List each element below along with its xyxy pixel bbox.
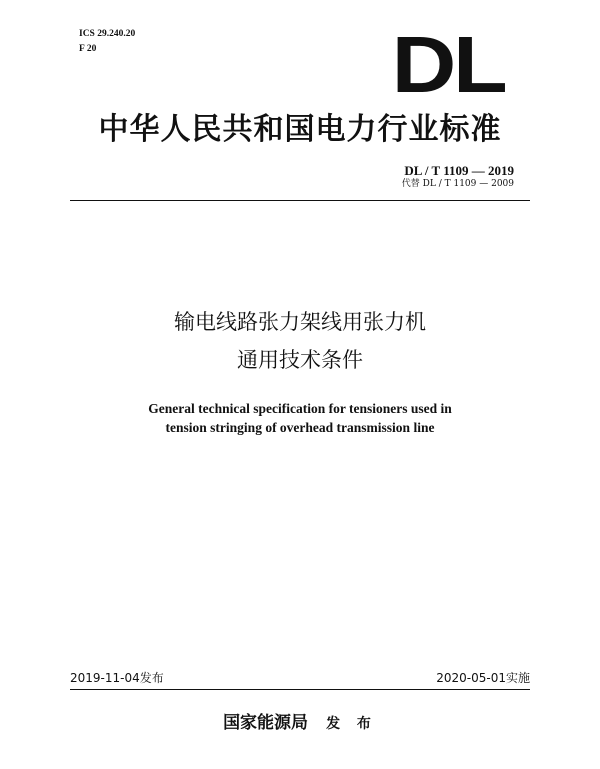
chinese-title-line-2: 通用技术条件 <box>237 348 363 372</box>
issuer-line <box>0 712 600 735</box>
english-title-line-2: tension stringing of overhead transmission line <box>165 420 435 435</box>
ics-code: ICS 29.240.20 <box>79 29 136 39</box>
replaced-standard: 代替 DL / T 1109 — 2009 <box>401 179 514 189</box>
standard-code: DL / T 1109 — 2019 <box>404 163 514 178</box>
english-title-line-1: General technical specification for tensioners used in <box>148 401 452 416</box>
top-divider <box>70 200 530 201</box>
dl-logo: DL <box>391 20 505 109</box>
implement-date: 2020-05-01实施 <box>436 671 530 685</box>
chinese-title-line-1: 输电线路张力架线用张力机 <box>174 310 426 334</box>
ccs-code: F 20 <box>79 44 97 54</box>
release-label: 发 布 <box>326 716 377 732</box>
standard-category-title: 中华人民共和国电力行业标准 <box>98 112 502 147</box>
bottom-divider <box>70 689 530 690</box>
publish-date: 2019-11-04发布 <box>70 671 164 685</box>
issuer-name: 国家能源局 <box>223 713 309 733</box>
